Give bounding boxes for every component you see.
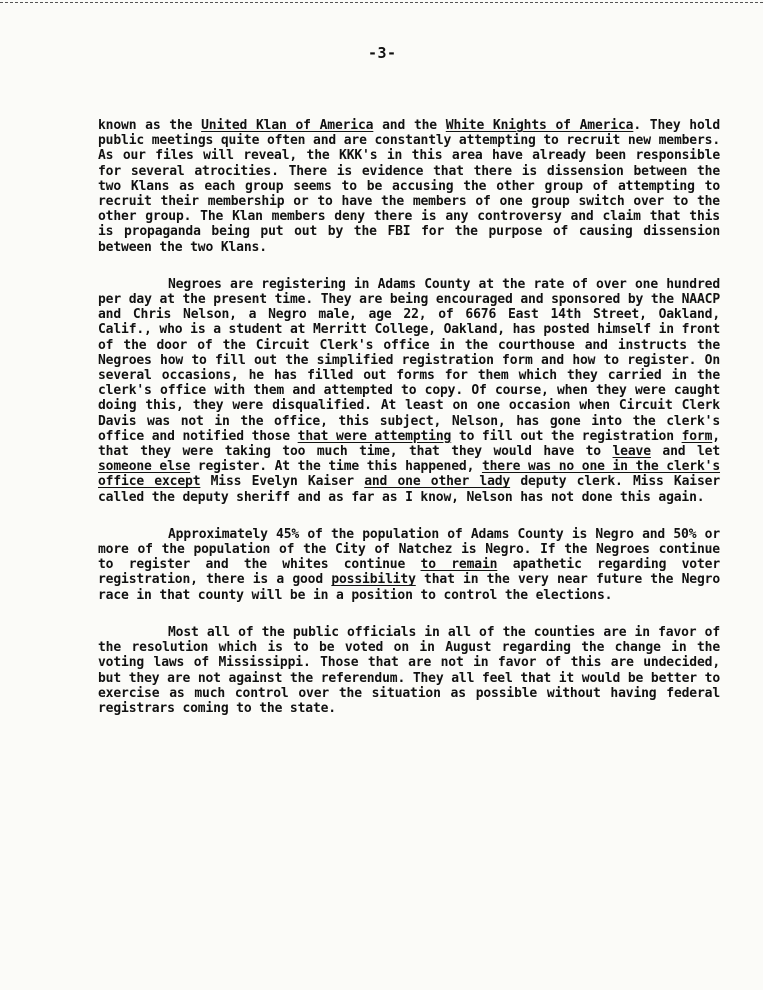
text-segment: and let: [650, 444, 720, 460]
text-segment: register. At the time this happened,: [190, 459, 482, 475]
underlined-text: and one other lady: [364, 474, 511, 490]
text-segment: Most all of the public officials in all of the counties are in favor of the resolution which is to be voted on in August regarding the change in the voting laws of Mississippi. Those that are not in favor of this are undecided, but they are not against the referendum. They all feel that it would be better to exercise as much control over the situation as possible without having federal registrars coming to the state.: [98, 624, 720, 716]
text-segment: , that they were taking too much time, that they would have to: [98, 428, 720, 460]
text-segment: Miss Evelyn Kaiser: [200, 474, 365, 490]
underlined-text: United Klan of America: [201, 118, 374, 133]
text-segment: apathetic regarding voter registration, there is a good: [98, 557, 721, 588]
underlined-text: possibility: [331, 572, 416, 588]
paragraph-3: [98, 527, 720, 603]
underlined-text: someone else: [98, 459, 191, 475]
underlined-text: there was no one in the clerk's office except: [98, 459, 721, 490]
text-segment: deputy clerk. Miss Kaiser called the deputy sheriff and as far as I know, Nelson has not done this again.: [98, 474, 720, 505]
paragraph-1: [98, 118, 720, 255]
underlined-text: form: [681, 428, 713, 444]
text-segment: known as the: [98, 118, 202, 133]
text-segment: . They hold public meetings quite often and are constantly attempting to recruit new members. As our files will reveal, the KKK's in this area have already been responsible for several atrocities. There is evidence that there is dissension between the two Klans as each group seems to be accusing the other group of attempting to recruit their membership or to have the members of one group switch over to the other group. The Klan members deny there is any controversy and claim that this is propaganda being put out by the FBI for the purpose of causing dissension between the two Klans.: [98, 118, 721, 255]
paragraph-4: [98, 625, 720, 716]
page-top-edge: [0, 2, 763, 3]
text-segment: Approximately 45% of the population of Adams County is Negro and 50% or more of the population of the City of Natchez is Negro. If the Negroes continue to register and the whites continue: [98, 526, 720, 573]
page-number: -3-: [368, 44, 397, 62]
underlined-text: White Knights of America: [445, 118, 634, 133]
text-segment: and the: [373, 118, 446, 133]
text-segment: Negroes are registering in Adams County at the rate of over one hundred per day at the present time. They are being encouraged and sponsored by the NAACP and Chris Nelson, a Negro male, age 22, of 6676 East 14th Street, Oakland, Calif., who is a student at Merritt College, Oakland, has posted himself in front of the door of the Circuit Clerk's office in the courthouse and instructs the Negroes how to fill out the simplified registration form and how to register. On several occasions, he has filled out forms for them which they carried in the clerk's office with them and attempted to copy. Of course, when they were caught doing this, they were disqualified. At least on one occasion when Circuit Clerk Davis was not in the office, this subject, Nelson, has gone into the clerk's office and notified those: [98, 276, 720, 444]
paragraph-2: [98, 277, 720, 505]
underlined-text: leave: [612, 444, 651, 460]
underlined-text: to remain: [420, 557, 498, 573]
document-body: [98, 118, 720, 716]
underlined-text: that were attempting: [297, 428, 452, 444]
text-segment: that in the very near future the Negro race in that county will be in a position to control the elections.: [98, 572, 720, 603]
text-segment: to fill out the registration: [451, 428, 682, 444]
